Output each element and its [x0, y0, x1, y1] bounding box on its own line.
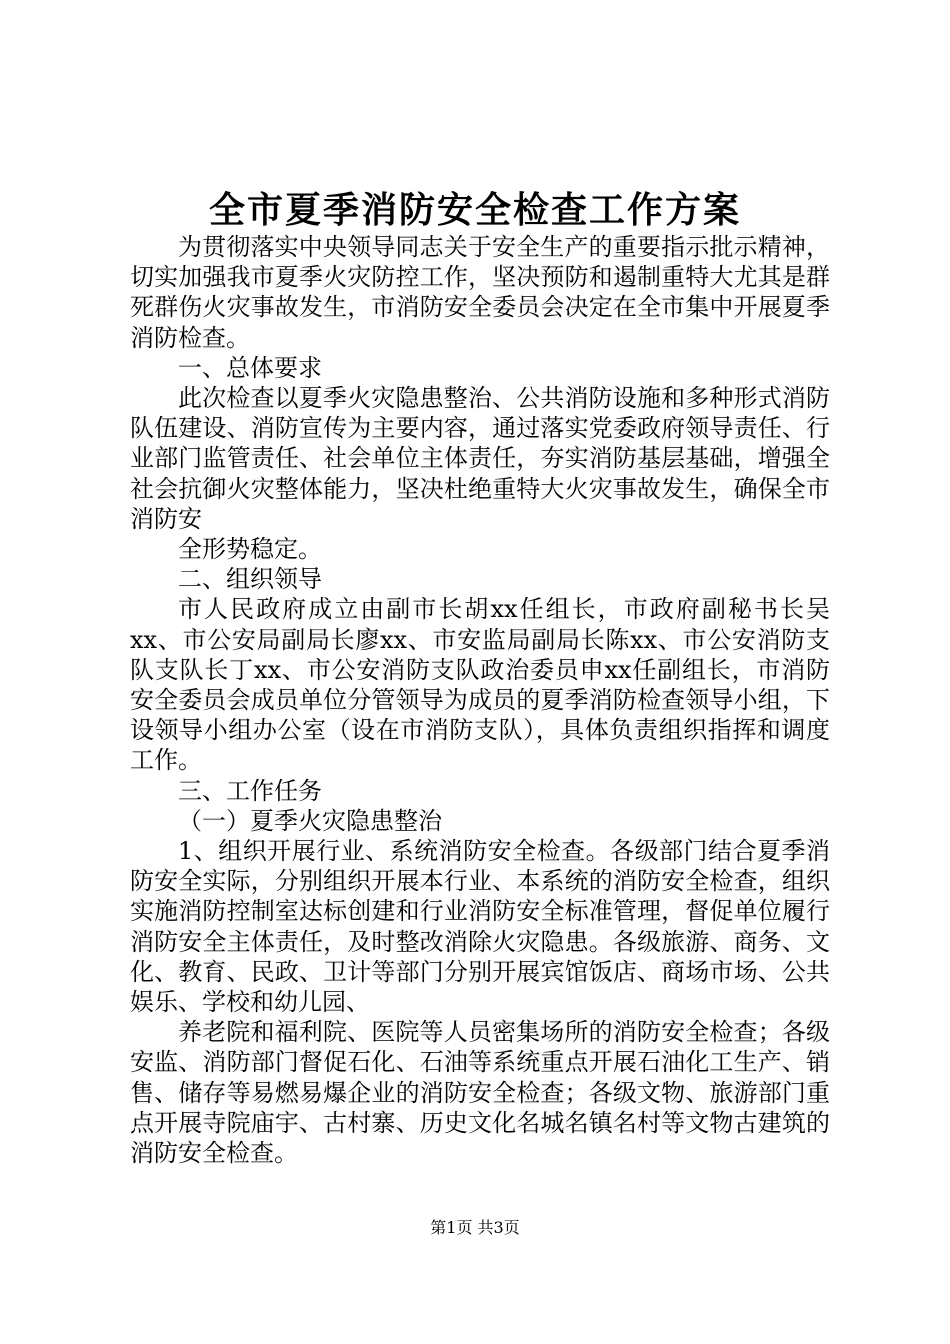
paragraph-general-requirements-cont: 全形势稳定。 [178, 535, 322, 564]
paragraph-general-requirements: 此次检查以夏季火灾隐患整治、公共消防设施和多种形式消防队伍建设、消防宣传为主要内容，通过落实党委政府领导责任、行业部门监管责任、社会单位主体责任，夯实消防基层基础，增强全社会抗御火灾整体能力，坚决杜绝重特大火灾事故发生，确保全市消防安 [130, 384, 830, 533]
paragraph-task-1: 1、组织开展行业、系统消防安全检查。各级部门结合夏季消防安全实际，分别组织开展本行业、本系统的消防安全检查，组织实施消防控制室达标创建和行业消防安全标准管理，督促单位履行消防安全主体责任，及时整改消除火灾隐患。各级旅游、商务、文化、教育、民政、卫计等部门分别开展宾馆饭店、商场市场、公共娱乐、学校和幼儿园、 [130, 837, 830, 1017]
section-heading-1: 一、总体要求 [178, 353, 322, 382]
subsection-heading-1: （一）夏季火灾隐患整治 [178, 806, 442, 835]
paragraph-intro: 为贯彻落实中央领导同志关于安全生产的重要指示批示精神，切实加强我市夏季火灾防控工作，坚决预防和遏制重特大尤其是群死群伤火灾事故发生，市消防安全委员会决定在全市集中开展夏季消防检查。 [130, 233, 830, 352]
section-heading-2: 二、组织领导 [178, 565, 322, 594]
page-number-footer: 第1页 共3页 [430, 1218, 520, 1237]
paragraph-task-1-cont: 养老院和福利院、医院等人员密集场所的消防安全检查；各级安监、消防部门督促石化、石油等系统重点开展石油化工生产、销售、储存等易燃易爆企业的消防安全检查；各级文物、旅游部门重点开展寺院庙宇、古村寨、历史文化名城名镇名村等文物古建筑的消防安全检查。 [130, 1018, 830, 1168]
section-heading-3: 三、工作任务 [178, 776, 322, 805]
document-title: 全市夏季消防安全检查工作方案 [208, 189, 741, 231]
document-body [130, 232, 830, 1168]
paragraph-organization: 市人民政府成立由副市长胡xx任组长，市政府副秘书长吴xx、市公安局副局长廖xx、市安监局副局长陈xx、市公安消防支队支队长丁xx、市公安消防支队政治委员申xx任副组长，市消防安全委员会成员单位分管领导为成员的夏季消防检查领导小组，下设领导小组办公室（设在市消防支队），具体负责组织指挥和调度工作。 [130, 595, 830, 775]
